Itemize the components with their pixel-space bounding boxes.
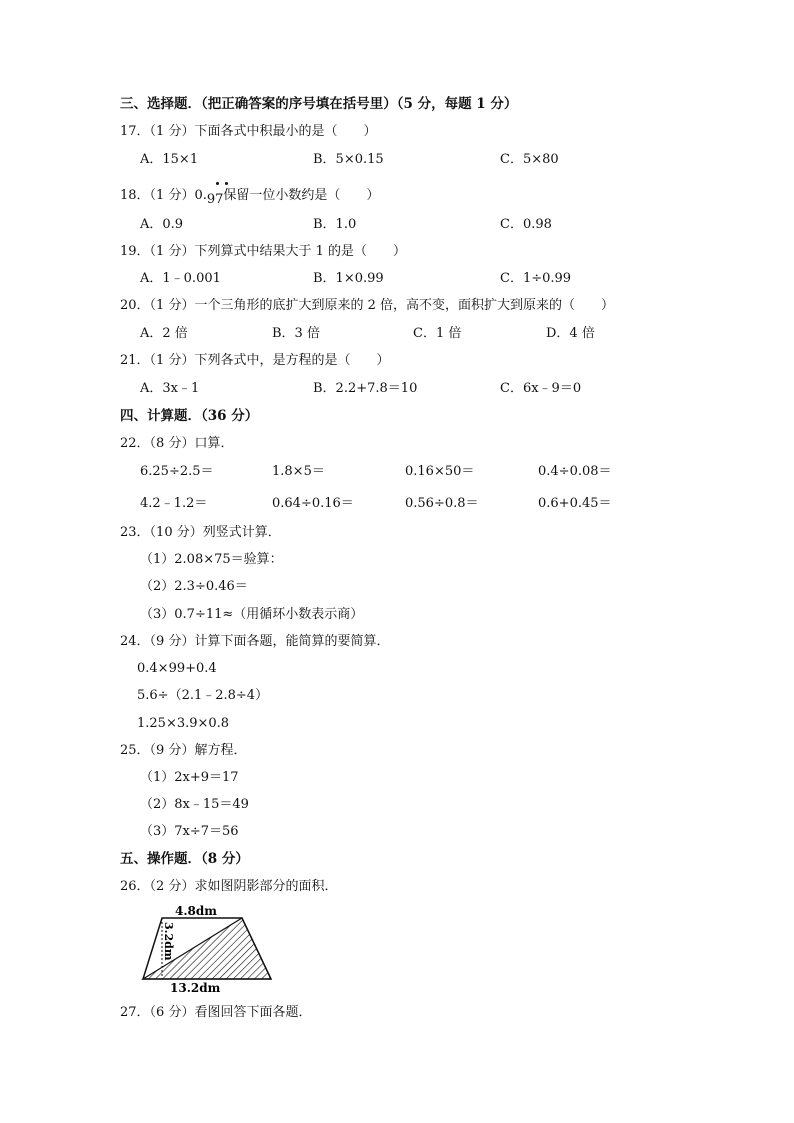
question-23-part-2: （2）2.3÷0.46＝ xyxy=(140,579,248,594)
question-18-suffix: 保留一位小数约是（ ） xyxy=(223,188,380,203)
question-25-part-2: （2）8x﹣15＝49 xyxy=(140,797,249,812)
question-19-option-c: C．1÷0.99 xyxy=(500,271,572,286)
question-17-option-a: A．15×1 xyxy=(140,152,199,167)
question-25-part-3: （3）7x÷7＝56 xyxy=(140,824,239,839)
question-24-stem: 24．（9 分）计算下面各题，能简算的要简算． xyxy=(120,634,390,649)
top-base-label: 4.8dm xyxy=(175,904,217,918)
section-heading-operation: 五、操作题．（8 分） xyxy=(120,851,249,867)
question-22-stem: 22．（8 分）口算． xyxy=(120,436,234,451)
question-20-option-b: B．3 倍 xyxy=(272,326,320,341)
repeating-dot-mark xyxy=(225,182,228,185)
question-23-part-3: （3）0.7÷11≈（用循环小数表示商） xyxy=(140,607,364,622)
question-20-stem: 20．（1 分）一个三角形的底扩大到原来的 2 倍，高不变，面积扩大到原来的（ ） xyxy=(120,298,614,313)
trapezoid-figure xyxy=(135,900,285,1000)
question-24-expression-1: 0.4×99+0.4 xyxy=(137,661,217,676)
question-19-option-b: B．1×0.99 xyxy=(313,271,384,286)
question-19-option-a: A．1﹣0.001 xyxy=(140,271,221,286)
question-21-stem: 21．（1 分）下列各式中，是方程的是（ ） xyxy=(120,353,390,368)
question-18-prefix: 18．（1 分）0. xyxy=(120,188,207,203)
question-20-option-c: C．1 倍 xyxy=(413,326,462,341)
mental-math-item: 0.64÷0.16＝ xyxy=(272,496,354,511)
question-18-repeating-digits: 97 xyxy=(206,192,224,207)
section-heading-choice: 三、选择题．（把正确答案的序号填在括号里）（5 分，每题 1 分） xyxy=(120,96,518,112)
question-18-option-c: C．0.98 xyxy=(500,217,552,232)
question-17-option-c: C．5×80 xyxy=(500,152,559,167)
question-17-option-b: B．5×0.15 xyxy=(313,152,384,167)
question-17-stem: 17．（1 分）下面各式中积最小的是（ ） xyxy=(120,124,377,139)
mental-math-item: 0.16×50＝ xyxy=(405,464,475,479)
question-21-option-a: A．3x﹣1 xyxy=(140,381,200,396)
question-21-option-b: B．2.2+7.8＝10 xyxy=(313,381,418,396)
mental-math-item: 0.6+0.45＝ xyxy=(538,496,612,511)
mental-math-item: 0.56÷0.8＝ xyxy=(405,496,479,511)
question-20-option-d: D．4 倍 xyxy=(546,326,595,341)
mental-math-item: 1.8×5＝ xyxy=(272,464,325,479)
mental-math-item: 4.2﹣1.2＝ xyxy=(140,496,208,511)
question-24-expression-2: 5.6÷（2.1﹣2.8÷4） xyxy=(137,688,269,703)
question-20-option-a: A．2 倍 xyxy=(140,326,188,341)
repeating-dot-mark xyxy=(216,182,219,185)
section-heading-calculation: 四、计算题．（36 分） xyxy=(120,408,259,424)
question-19-stem: 19．（1 分）下列算式中结果大于 1 的是（ ） xyxy=(120,244,406,259)
question-23-part-1: （1）2.08×75＝验算： xyxy=(140,552,283,567)
question-27-stem: 27．（6 分）看图回答下面各题． xyxy=(120,1005,312,1020)
question-21-option-c: C．6x﹣9＝0 xyxy=(500,381,582,396)
mental-math-item: 0.4÷0.08＝ xyxy=(538,464,612,479)
question-25-part-1: （1）2x+9＝17 xyxy=(140,770,239,785)
bottom-base-label: 13.2dm xyxy=(170,981,221,995)
question-26-stem: 26．（2 分）求如图阴影部分的面积． xyxy=(120,879,338,894)
height-label: 3.2dm xyxy=(162,922,175,961)
question-24-expression-3: 1.25×3.9×0.8 xyxy=(137,716,230,731)
question-18-option-b: B．1.0 xyxy=(313,217,357,232)
mental-math-item: 6.25÷2.5＝ xyxy=(140,464,214,479)
question-18-stem xyxy=(120,188,380,207)
question-25-stem: 25．（9 分）解方程． xyxy=(120,743,247,758)
question-23-stem: 23．（10 分）列竖式计算． xyxy=(120,525,281,540)
question-18-option-a: A．0.9 xyxy=(140,217,184,232)
